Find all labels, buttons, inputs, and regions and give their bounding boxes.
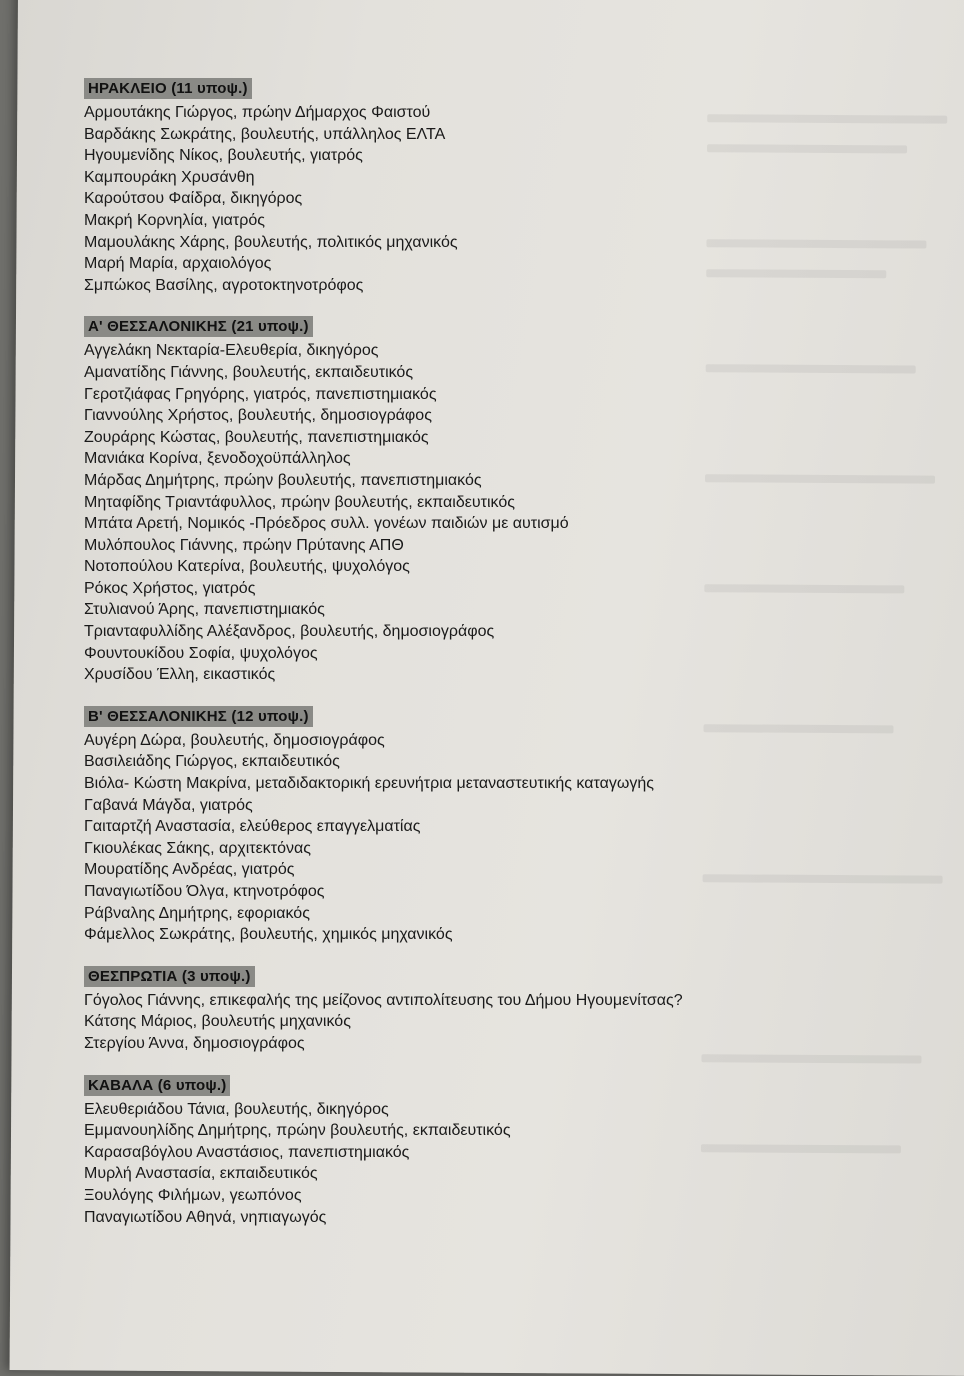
candidate-entry: Μπάτα Αρετή, Νομικός -Πρόεδρος συλλ. γονέων παιδιών με αυτισμό bbox=[84, 515, 569, 533]
candidate-entry: Αγγελάκη Νεκταρία-Ελευθερία, δικηγόρος bbox=[84, 342, 379, 360]
candidate-entry: Χρυσίδου Έλλη, εικαστικός bbox=[84, 666, 276, 684]
candidate-entry: Φουντουκίδου Σοφία, ψυχολόγος bbox=[84, 644, 318, 662]
candidate-entry: Μηταφίδης Τριαντάφυλλος, πρώην βουλευτής, εκπαιδευτικός bbox=[84, 493, 515, 511]
candidate-entry: Μαμουλάκης Χάρης, βουλευτής, πολιτικός μηχανικός bbox=[84, 233, 458, 251]
candidate-entry: Γκιουλέκας Σάκης, αρχιτεκτόνας bbox=[84, 839, 311, 857]
candidate-list bbox=[84, 990, 884, 1055]
section-heading: Α' ΘΕΣΣΑΛΟΝΙΚΗΣ (21 υποψ.) bbox=[84, 316, 313, 337]
candidate-entry: Καμπουράκη Χρυσάνθη bbox=[84, 168, 255, 186]
candidate-list-document bbox=[84, 78, 884, 1248]
candidate-list bbox=[84, 340, 884, 686]
candidate-entry: Γαβανά Μάγδα, γιατρός bbox=[84, 796, 253, 814]
candidate-entry: Βιόλα- Κώστη Μακρίνα, μεταδιδακτορική ερευνήτρια μεταναστευτικής καταγωγής bbox=[84, 775, 654, 793]
section-kavala bbox=[84, 1075, 884, 1229]
candidate-entry: Εμμανουηλίδης Δημήτρης, πρώην βουλευτής, εκπαιδευτικός bbox=[84, 1122, 511, 1140]
candidate-entry: Σμπώκος Βασίλης, αγροτοκτηνοτρόφος bbox=[84, 276, 364, 294]
section-b-thessaloniki bbox=[84, 706, 884, 946]
candidate-entry: Μυρλή Αναστασία, εκπαιδευτικός bbox=[84, 1165, 318, 1183]
candidate-entry: Φάμελλος Σωκράτης, βουλευτής, χημικός μηχανικός bbox=[84, 926, 453, 944]
candidate-entry: Παναγιωτίδου Όλγα, κτηνοτρόφος bbox=[84, 883, 325, 900]
candidate-entry: Ρόκος Χρήστος, γιατρός bbox=[84, 579, 256, 597]
candidate-entry: Νοτοπούλου Κατερίνα, βουλευτής, ψυχολόγος bbox=[84, 558, 410, 576]
section-a-thessaloniki bbox=[84, 316, 884, 686]
candidate-entry: Μακρή Κορνηλία, γιατρός bbox=[84, 211, 265, 229]
candidate-list bbox=[84, 730, 884, 946]
section-heading: ΗΡΑΚΛΕΙΟ (11 υποψ.) bbox=[84, 78, 252, 99]
candidate-entry: Γαιταρτζή Αναστασία, ελεύθερος επαγγελματίας bbox=[84, 818, 421, 836]
candidate-entry: Ζουράρης Κώστας, βουλευτής, πανεπιστημιακός bbox=[84, 428, 429, 446]
candidate-list bbox=[84, 102, 884, 296]
candidate-entry: Γεροτζιάφας Γρηγόρης, γιατρός, πανεπιστημιακός bbox=[84, 385, 437, 403]
candidate-entry: Αμανατίδης Γιάννης, βουλευτής, εκπαιδευτικός bbox=[84, 363, 414, 381]
section-thesprotia bbox=[84, 966, 884, 1055]
candidate-entry: Αυγέρη Δώρα, βουλευτής, δημοσιογράφος bbox=[84, 731, 385, 749]
section-heading: Β' ΘΕΣΣΑΛΟΝΙΚΗΣ (12 υποψ.) bbox=[84, 706, 313, 727]
candidate-entry: Ξουλόγης Φιλήμων, γεωπόνος bbox=[84, 1186, 302, 1204]
candidate-entry: Γιαννούλης Χρήστος, βουλευτής, δημοσιογράφος bbox=[84, 407, 432, 425]
section-heading: ΚΑΒΑΛΑ (6 υποψ.) bbox=[84, 1075, 230, 1096]
candidate-entry: Γόγολος Γιάννης, επικεφαλής της μείζονος αντιπολίτευσης του Δήμου Ηγουμενίτσας? bbox=[84, 991, 683, 1009]
candidate-entry: Καρασαβόγλου Αναστάσιος, πανεπιστημιακός bbox=[84, 1143, 410, 1161]
candidate-entry: Ράβναλης Δημήτρης, εφοριακός bbox=[84, 904, 310, 922]
candidate-entry: Μυλόπουλος Γιάννης, πρώην Πρύτανης ΑΠΘ bbox=[84, 536, 404, 554]
candidate-entry: Βασιλειάδης Γιώργος, εκπαιδευτικός bbox=[84, 753, 340, 771]
candidate-entry: Αρμουτάκης Γιώργος, πρώην Δήμαρχος Φαιστού bbox=[84, 104, 431, 121]
section-irakleio bbox=[84, 78, 884, 296]
candidate-entry: Στεργίου Άννα, δημοσιογράφος bbox=[84, 1034, 305, 1052]
candidate-entry: Μουρατίδης Ανδρέας, γιατρός bbox=[84, 861, 295, 879]
candidate-entry: Στυλιανού Άρης, πανεπιστημιακός bbox=[84, 601, 325, 619]
candidate-entry: Ηγουμενίδης Νίκος, βουλευτής, γιατρός bbox=[84, 147, 363, 165]
candidate-entry: Βαρδάκης Σωκράτης, βουλευτής, υπάλληλος ΕΛΤΑ bbox=[84, 125, 446, 143]
candidate-entry: Κάτσης Μάριος, βουλευτής μηχανικός bbox=[84, 1013, 351, 1031]
candidate-entry: Καρούτσου Φαίδρα, δικηγόρος bbox=[84, 190, 303, 208]
candidate-entry: Παναγιωτίδου Αθηνά, νηπιαγωγός bbox=[84, 1208, 327, 1226]
candidate-entry: Μανιάκα Κορίνα, ξενοδοχοϋπάλληλος bbox=[84, 450, 351, 468]
section-heading: ΘΕΣΠΡΩΤΙΑ (3 υποψ.) bbox=[84, 966, 255, 987]
candidate-list bbox=[84, 1099, 884, 1229]
candidate-entry: Τριανταφυλλίδης Αλέξανδρος, βουλευτής, δημοσιογράφος bbox=[84, 623, 495, 641]
candidate-entry: Μάρδας Δημήτρης, πρώην βουλευτής, πανεπιστημιακός bbox=[84, 471, 482, 489]
candidate-entry: Μαρή Μαρία, αρχαιολόγος bbox=[84, 255, 272, 273]
candidate-entry: Ελευθεριάδου Τάνια, βουλευτής, δικηγόρος bbox=[84, 1100, 389, 1118]
